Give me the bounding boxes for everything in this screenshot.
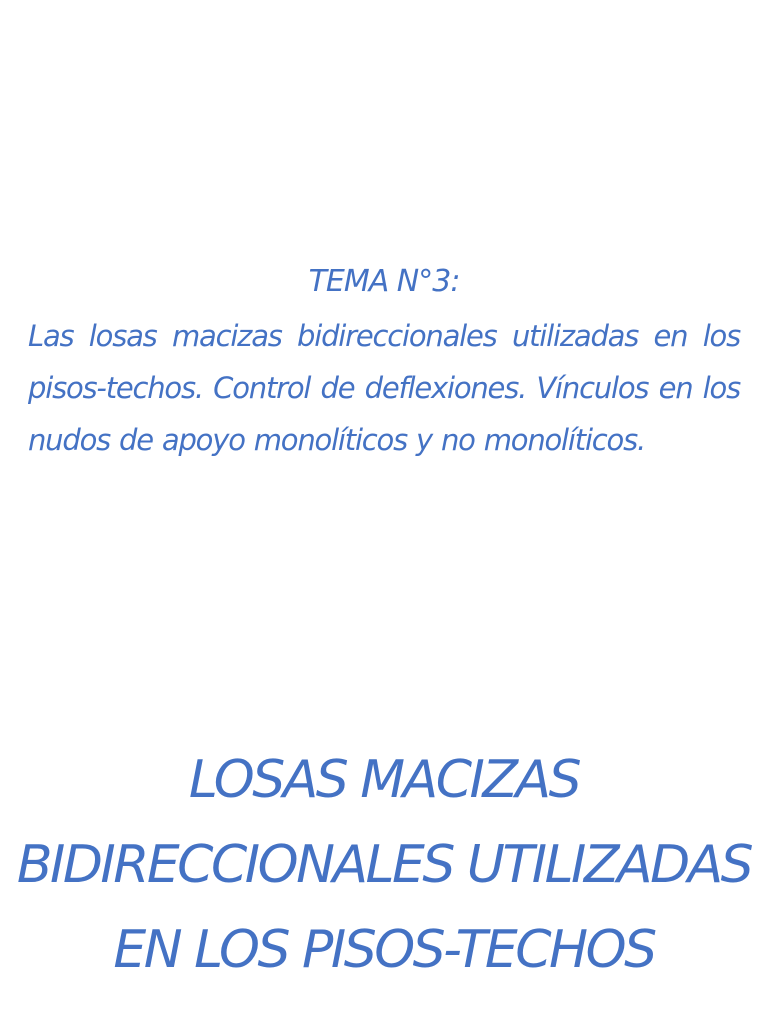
section-title: LOSAS MACIZAS BIDIRECCIONALES UTILIZADAS EN LOS PISOS-TECHOS [16,750,752,980]
topic-description: Las losas macizas bidireccionales utilizadas en los pisos-techos. Control de deflexiones. Vínculos en los nudos de apoyo monolíticos y no monolíticos. [28,319,740,457]
topic-heading: TEMA N°3: [308,264,460,299]
